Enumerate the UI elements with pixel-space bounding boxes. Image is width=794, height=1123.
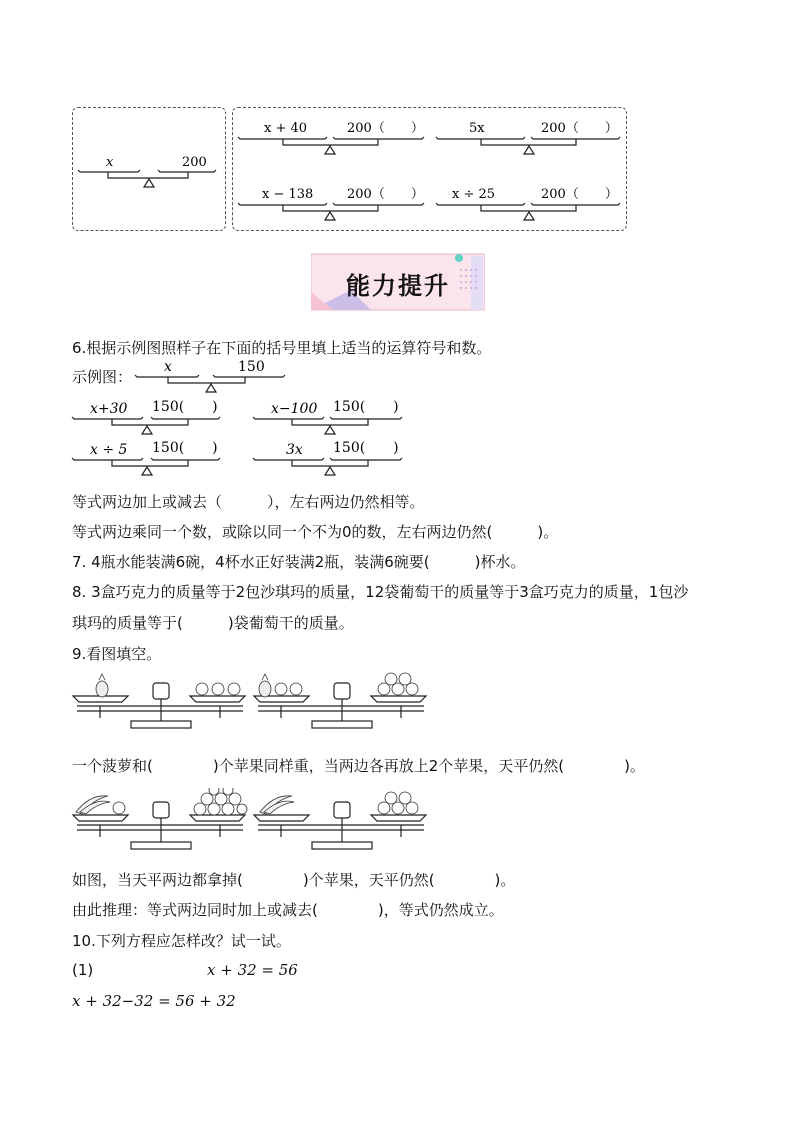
balance-label: 150( ) — [152, 399, 218, 415]
banana-icon — [76, 796, 110, 814]
question-9-title: 9.看图填空。 — [72, 645, 162, 663]
banana-icon — [260, 796, 294, 814]
q10-part-1-label: (1) — [72, 961, 94, 979]
balance-label: x + 40 — [264, 121, 308, 136]
apple-icon — [378, 792, 418, 814]
balance-label: 200（ ） — [347, 121, 424, 136]
q6-fill-line-2: 等式两边乘同一个数，或除以同一个不为0的数，左右两边仍然( )。 — [72, 523, 559, 541]
q6-balances — [0, 355, 794, 485]
example-label: 示例图： — [72, 368, 133, 386]
pineapple-icon — [96, 674, 108, 697]
balance-label: 200（ ） — [541, 121, 618, 136]
q9-fill-line-3: 由此推理：等式两边同时加上或减去( )，等式仍然成立。 — [72, 901, 504, 919]
q6-fill-line-1: 等式两边加上或减去（ ），左右两边仍然相等。 — [72, 493, 425, 511]
balance-label: x ÷ 25 — [452, 187, 496, 202]
balance-label: 5x — [469, 121, 485, 136]
question-8-line-1: 8. 3盒巧克力的质量等于2包沙琪玛的质量，12袋葡萄干的质量等于3盒巧克力的质量，1包沙 — [72, 583, 689, 601]
balance-label: 150( ) — [152, 440, 218, 456]
question-8-line-2: 琪玛的质量等于( )袋葡萄干的质量。 — [72, 614, 354, 632]
q9-scales-row-2 — [0, 788, 794, 858]
q9-fill-line-1: 一个菠萝和( )个苹果同样重，当两边各再放上2个苹果，天平仍然( )。 — [72, 757, 645, 775]
q9-fill-line-2: 如图，当天平两边都拿掉( )个苹果，天平仍然( )。 — [72, 871, 516, 889]
q10-part-1-work: x + 32−32 = 56 + 32 — [72, 992, 236, 1010]
balance-left-label: x — [106, 155, 114, 170]
balance-label: x ÷ 5 — [90, 442, 128, 458]
balance-label: x+30 — [90, 401, 128, 417]
question-10-title: 10.下列方程应怎样改？试一试。 — [72, 932, 291, 950]
balance-label: x — [164, 359, 172, 375]
balance-label: 200（ ） — [347, 187, 424, 202]
balance-label: 150( ) — [333, 399, 399, 415]
banner-title: 能力提升 — [346, 272, 450, 300]
apple-icon — [113, 788, 247, 815]
balance-x-200 — [78, 170, 216, 187]
balance-label: 200（ ） — [541, 187, 618, 202]
balance-right-label: 200 — [182, 155, 207, 170]
balance-label: 150 — [238, 359, 265, 375]
apple-icon — [196, 683, 240, 695]
question-7-text: 7. 4瓶水能装满6碗，4杯水正好装满2瓶，装满6碗要( )杯水。 — [72, 553, 526, 571]
balance-label: x−100 — [271, 401, 318, 417]
q10-part-1-equation: x + 32 = 56 — [207, 961, 298, 979]
question-6-text: 6.根据示例图照样子在下面的括号里填上适当的运算符号和数。 — [72, 339, 492, 357]
top-balances — [0, 0, 794, 240]
section-banner — [311, 252, 485, 312]
q9-scales-row-1 — [0, 665, 794, 735]
balance-label: 3x — [286, 442, 303, 458]
pineapple-icon — [259, 674, 271, 697]
balance-label: 150( ) — [333, 440, 399, 456]
balance-label: x − 138 — [262, 187, 314, 202]
